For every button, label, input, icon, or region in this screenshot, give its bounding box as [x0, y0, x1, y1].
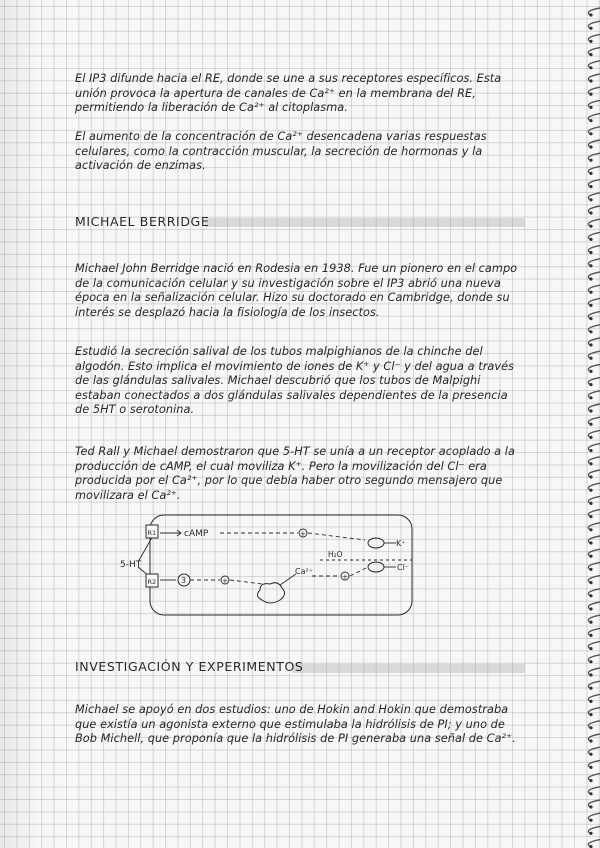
spiral-hole	[589, 621, 592, 624]
spiral-hole	[589, 819, 592, 822]
spiral-hole	[589, 291, 592, 294]
spiral-hole	[589, 449, 592, 452]
spiral-hole	[589, 475, 592, 478]
spiral-hole	[589, 660, 592, 663]
spiral-hole	[589, 726, 592, 729]
ligand-label: 5-HT	[120, 560, 142, 570]
spiral-hole	[589, 409, 592, 412]
spiral-hole	[589, 515, 592, 518]
spiral-hole	[589, 700, 592, 703]
spiral-hole	[589, 238, 592, 241]
paragraph-biography: Michael John Berridge nació en Rodesia en 1938. Fue un pionero en el campo de la comunicación celular y su investigación sobre el IP3 abrió una nueva época en la señalización celular. Hizo su doctorado en Cambridge, donde su interés se desplazó hacia la fisiología de los insectos.	[75, 262, 518, 319]
spiral-hole	[589, 436, 592, 439]
heading-shading	[205, 218, 525, 227]
spiral-hole	[589, 607, 592, 610]
spiral-hole	[589, 462, 592, 465]
spiral-hole	[589, 93, 592, 96]
spiral-hole	[589, 581, 592, 584]
dashed-to-store	[230, 580, 262, 584]
paragraph-salivary-study: Estudió la secreción salival de los tubos malpighianos de la chinche del algodón. Esto implica el movimiento de iones de K⁺ y Cl⁻ y del agua a través de las glándulas salivales. Michael descubrió que los tubos de Malpighi estaban conectados a dos glándulas salivales dependientes de la presencia de 5HT o serotonina.	[75, 345, 515, 417]
spiral-hole	[589, 277, 592, 280]
spiral-hole	[589, 27, 592, 30]
heading-michael-berridge: MICHAEL BERRIDGE	[75, 214, 210, 229]
paragraph-ip3: El IP3 difunde hacia el RE, donde se une a sus receptores específicos. Esta unión provoca la apertura de canales de Ca²⁺ en la membrana del RE, permitiendo la liberación de Ca²⁺ al citoplasma.	[75, 72, 502, 115]
spiral-hole	[589, 528, 592, 531]
spiral-hole	[589, 370, 592, 373]
spiral-hole	[589, 805, 592, 808]
spiral-hole	[589, 172, 592, 175]
spiral-hole	[589, 119, 592, 122]
spiral-hole	[589, 647, 592, 650]
spiral-hole	[589, 673, 592, 676]
calcium-store	[257, 583, 284, 603]
spiral-hole	[589, 357, 592, 360]
spiral-hole	[589, 264, 592, 267]
receptor-r2-label: R2	[147, 578, 157, 586]
paragraph-second-messenger: Ted Rall y Michael demostraron que 5-HT se unía a un receptor acoplado a la producción de cAMP, el cual moviliza K⁺. Pero la movilización del Cl⁻ era producida por el Ca²⁺, por lo que debía haber otro segundo mensajero que movilizara el Ca²⁺.	[75, 445, 515, 502]
spiral-hole	[589, 66, 592, 69]
spiral-hole	[589, 132, 592, 135]
spiral-hole	[589, 555, 592, 558]
plus-ca: +	[342, 573, 348, 581]
spiral-hole	[589, 502, 592, 505]
spiral-hole	[589, 594, 592, 597]
spiral-hole	[589, 832, 592, 835]
spiral-hole	[589, 568, 592, 571]
spiral-hole	[589, 185, 592, 188]
spiral-hole	[589, 489, 592, 492]
cl-channel	[368, 562, 384, 572]
spiral-hole	[589, 383, 592, 386]
camp-label: cAMP	[184, 529, 209, 539]
k-label: K⁺	[396, 539, 406, 548]
spiral-binding	[578, 0, 600, 848]
k-channel	[368, 538, 384, 548]
spiral-hole	[589, 423, 592, 426]
plus-top: +	[300, 530, 306, 538]
spiral-hole	[589, 198, 592, 201]
arrow-ca-release	[280, 574, 296, 585]
dashed-to-k-channel	[308, 533, 365, 540]
spiral-hole	[589, 396, 592, 399]
spiral-hole	[589, 159, 592, 162]
spiral-hole	[589, 13, 592, 16]
receptor-r1-label: R1	[147, 529, 157, 537]
paragraph-calcium-response: El aumento de la concentración de Ca²⁺ desencadena varias respuestas celulares, como la contracción muscular, la secreción de hormonas y la activación de enzimas.	[75, 130, 487, 173]
paragraph-studies: Michael se apoyó en dos estudios: uno de Hokin and Hokin que demostraba que existía un agonista externo que estimulaba la hidrólisis de PI; y uno de Bob Michell, que proponía que la hidrólisis de PI generaba una señal de Ca²⁺.	[75, 703, 516, 746]
spiral-hole	[589, 541, 592, 544]
spiral-hole	[589, 317, 592, 320]
spiral-hole	[589, 40, 592, 43]
spiral-hole	[589, 634, 592, 637]
spiral-hole	[589, 145, 592, 148]
spiral-hole	[589, 792, 592, 795]
water-label: H₂O	[328, 550, 343, 559]
dashed-to-cl-channel	[350, 568, 366, 576]
plus-bottom: +	[222, 577, 228, 585]
spiral-hole	[589, 225, 592, 228]
heading-investigacion: INVESTIGACIÓN Y EXPERIMENTOS	[75, 659, 304, 674]
heading-shading-2	[292, 664, 525, 673]
spiral-hole	[589, 304, 592, 307]
spiral-hole	[589, 79, 592, 82]
spiral-hole	[589, 211, 592, 214]
cl-label: Cl⁻	[397, 563, 410, 572]
spiral-hole	[589, 766, 592, 769]
spiral-hole	[589, 713, 592, 716]
spiral-hole	[589, 106, 592, 109]
spiral-hole	[589, 343, 592, 346]
spiral-hole	[589, 53, 592, 56]
spiral-hole	[589, 330, 592, 333]
ca-label: Ca²⁺	[295, 567, 313, 576]
spiral-hole	[589, 251, 592, 254]
spiral-hole	[589, 739, 592, 742]
step-label: 3	[181, 576, 187, 585]
spiral-hole	[589, 779, 592, 782]
signaling-diagram	[120, 512, 420, 622]
spiral-hole	[589, 687, 592, 690]
spiral-hole	[589, 753, 592, 756]
